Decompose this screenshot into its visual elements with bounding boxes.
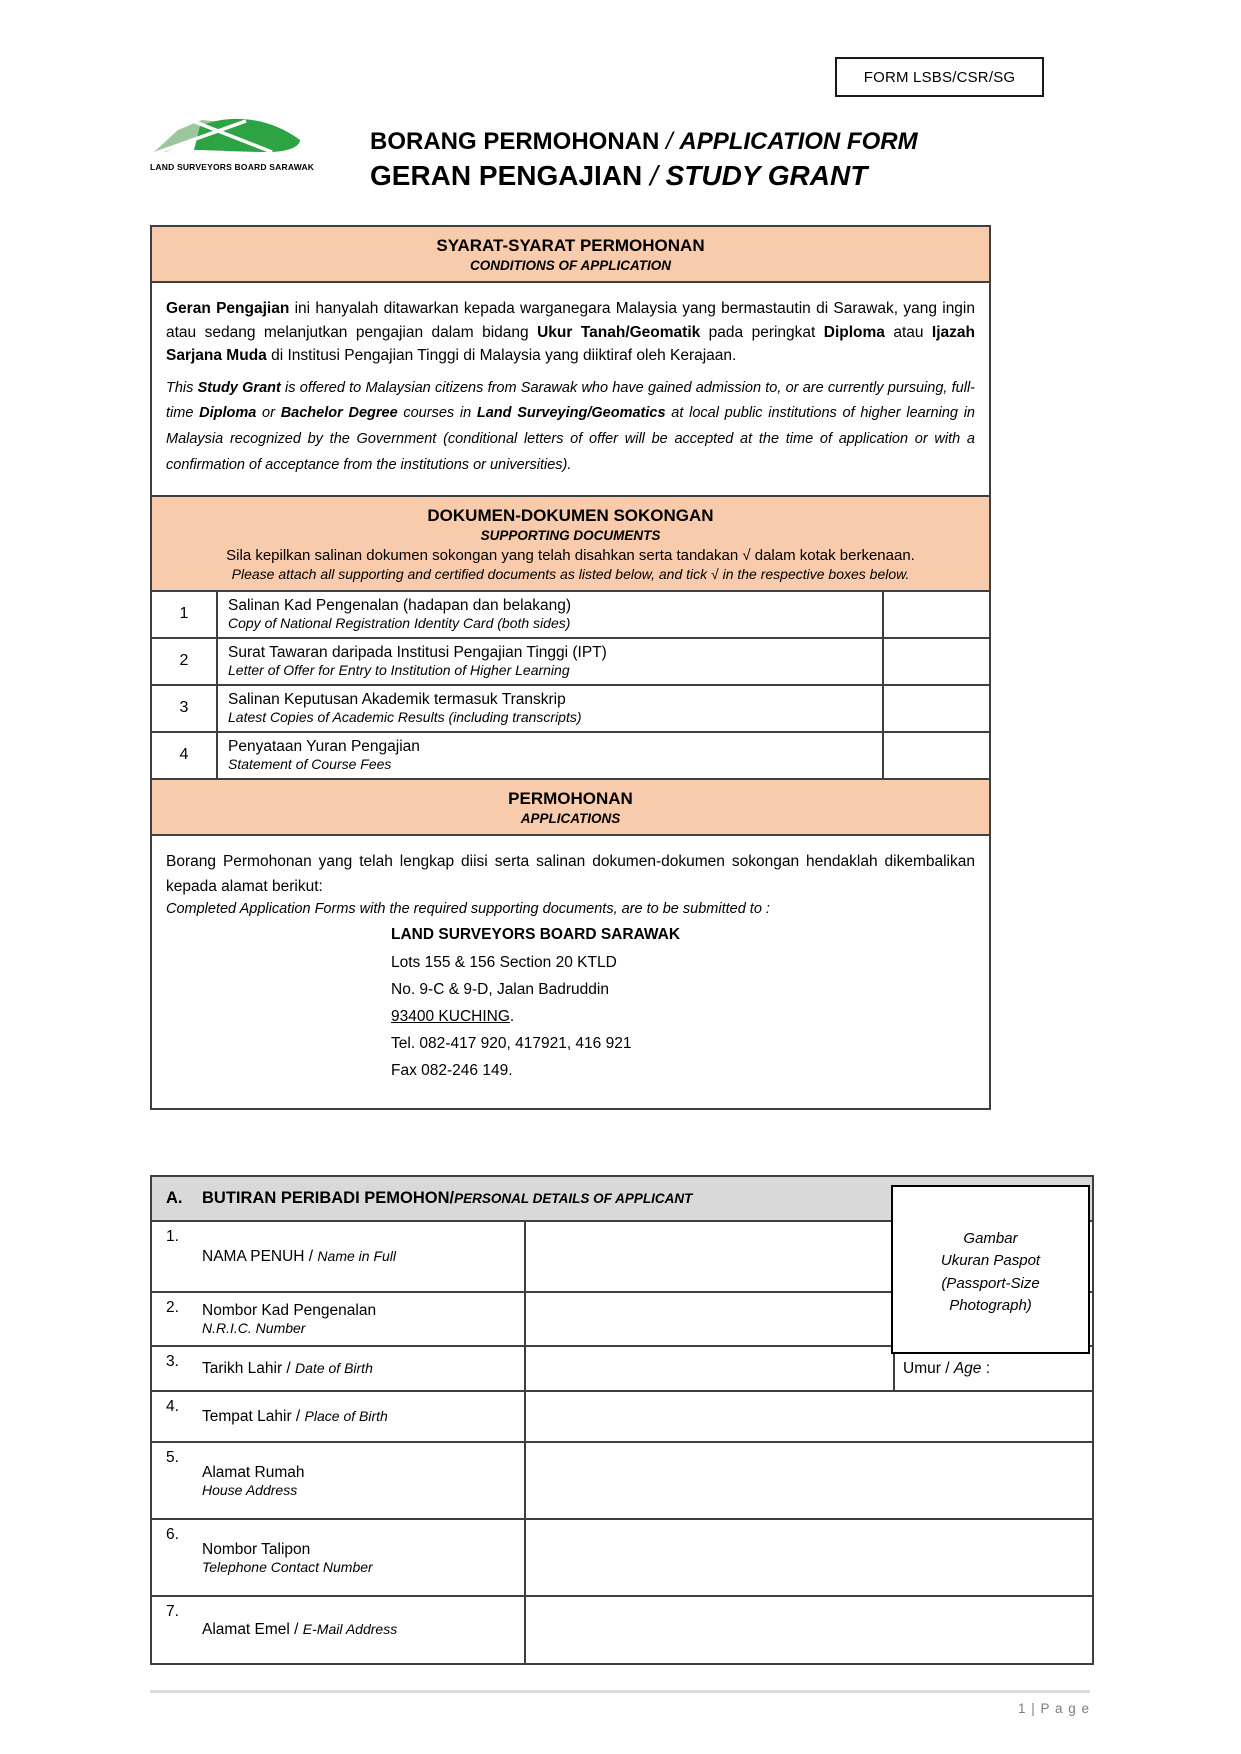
field-row-email [152,1597,1092,1663]
conditions-heading-en: CONDITIONS OF APPLICATION [470,258,671,273]
documents-heading-en: SUPPORTING DOCUMENTS [480,527,661,543]
conditions-heading-ms: SYARAT-SYARAT PERMOHONAN [436,236,705,255]
document-row-2 [152,639,989,686]
field-4-label: 4. Tempat Lahir / Place of Birth [152,1392,526,1441]
address-city-line: 93400 KUCHING. [391,1007,515,1025]
documents-instruction-en: Please attach all supporting and certified documents as listed below, and tick √ in the respective boxes below. [231,565,910,582]
document-2-number: 2 [152,639,218,684]
logo-caption: LAND SURVEYORS BOARD SARAWAK [150,162,315,172]
field-4-input[interactable] [526,1392,1092,1441]
document-3-description: Salinan Keputusan Akademik termasuk Transkrip Latest Copies of Academic Results (including transcripts) [228,691,582,726]
applications-heading-ms: PERMOHONAN [508,788,633,808]
photo-box-line2: Ukuran Paspot [940,1252,1041,1269]
field-3-label: 3. Tarikh Lahir / Date of Birth [152,1347,526,1390]
form-title-line2: GERAN PENGAJIAN / STUDY GRANT [370,160,868,191]
document-row-4 [152,733,989,780]
field-7-label: 7. Alamat Emel / E-Mail Address [152,1597,526,1663]
field-3-input[interactable] [526,1347,893,1390]
conditions-table [150,225,991,1110]
document-4-number: 4 [152,733,218,778]
documents-heading-ms: DOKUMEN-DOKUMEN SOKONGAN [427,505,714,525]
applications-heading-en: APPLICATIONS [520,810,621,826]
document-1-number: 1 [152,592,218,637]
form-title-line1-en: APPLICATION FORM [679,128,918,155]
applications-paragraph-ms: Borang Permohonan yang telah lengkap diisi serta salinan dokumen-dokumen sokongan hendaklah dikembalikan kepada alamat berikut: [166,852,975,895]
section-a-heading-en: PERSONAL DETAILS OF APPLICANT [454,1191,693,1206]
field-5-label: 5. Alamat Rumah House Address [152,1443,526,1518]
personal-details-table [150,1175,1094,1665]
section-a-heading-ms: BUTIRAN PERIBADI PEMOHON [202,1189,450,1207]
conditions-header-band [152,227,989,283]
field-row-birthplace [152,1392,1092,1443]
documents-header-band [152,497,989,592]
photo-box-line4: Photograph) [949,1297,1032,1314]
age-label: Umur / Age : [903,1359,991,1377]
organization-logo [150,112,315,172]
form-title-line1: BORANG PERMOHONAN / APPLICATION FORM [370,128,918,155]
page-number: 1 | P a g e [1017,1701,1090,1716]
conditions-paragraph-en: This Study Grant is offered to Malaysian citizens from Sarawak who have gained admission to, or are currently pursuing, full-time Diploma or Bachelor Degree courses in Land Surveying/Geomatics at local public institutions of higher learning in Malaysia recognized by the Government (conditional letters of offer will be accepted at the time of application or with a confirmation of acceptance from the institutions or universities). [166,379,976,474]
field-5-input[interactable] [526,1443,1092,1518]
field-6-input[interactable] [526,1520,1092,1595]
document-row-1 [152,592,989,639]
form-title-line2-en: STUDY GRANT [665,160,868,191]
applications-body [152,836,989,1108]
field-2-label: 2. Nombor Kad Pengenalan N.R.I.C. Number [152,1293,526,1345]
field-row-telephone [152,1520,1092,1597]
address-fax: Fax 082-246 149. [391,1062,513,1080]
document-1-description: Salinan Kad Pengenalan (hadapan dan belakang) Copy of National Registration Identity Card (both sides) [228,597,572,632]
documents-instruction-ms: Sila kepilkan salinan dokumen sokongan yang telah disahkan serta tandakan √ dalam kotak berkenaan. [226,546,915,564]
photo-box-line3: (Passport-Size [941,1274,1040,1292]
photo-box-line1: Gambar [963,1229,1018,1247]
page-footer [150,1690,1090,1716]
form-code-box [835,57,1044,97]
field-1-label: 1. NAMA PENUH / Name in Full [152,1222,526,1291]
form-title [370,128,918,192]
form-code-label: FORM LSBS/CSR/SG [863,68,1016,86]
conditions-paragraph-ms: Geran Pengajian ini hanyalah ditawarkan kepada warganegara Malaysia yang bermastautin di Sarawak, yang ingin atau sedang melanjutkan pengajian dalam bidang Ukur Tanah/Geomatik pada peringkat Diploma atau Ijazah Sarjana Muda di Institusi Pengajian Tinggi di Malaysia yang diiktiraf oleh Kerajaan. [166,300,975,365]
conditions-body [152,283,989,497]
logo-icon [150,112,315,160]
address-line2: No. 9-C & 9-D, Jalan Badruddin [391,980,609,998]
document-3-number: 3 [152,686,218,731]
field-7-input[interactable] [526,1597,1092,1663]
applications-header-band [152,780,989,836]
document-4-tick-box[interactable] [882,733,989,778]
section-a-letter: A. [166,1189,183,1207]
address-tel: Tel. 082-417 920, 417921, 416 921 [391,1034,632,1052]
address-org-name: LAND SURVEYORS BOARD SARAWAK [391,926,681,944]
document-4-description: Penyataan Yuran Pengajian Statement of Course Fees [228,738,420,773]
document-1-tick-box[interactable] [882,592,989,637]
field-row-house-address [152,1443,1092,1520]
document-2-description: Surat Tawaran daripada Institusi Pengajian Tinggi (IPT) Letter of Offer for Entry to Institution of Higher Learning [228,644,607,679]
document-row-3 [152,686,989,733]
address-line1: Lots 155 & 156 Section 20 KTLD [391,953,617,971]
document-3-tick-box[interactable] [882,686,989,731]
submission-address [391,921,975,1084]
field-6-label: 6. Nombor Talipon Telephone Contact Number [152,1520,526,1595]
applications-paragraph-en: Completed Application Forms with the required supporting documents, are to be submitted to : [166,901,770,918]
section-a-header: A. BUTIRAN PERIBADI PEMOHON / PERSONAL DETAILS OF APPLICANT [152,1177,1092,1222]
document-2-tick-box[interactable] [882,639,989,684]
photo-box[interactable] [891,1185,1090,1354]
